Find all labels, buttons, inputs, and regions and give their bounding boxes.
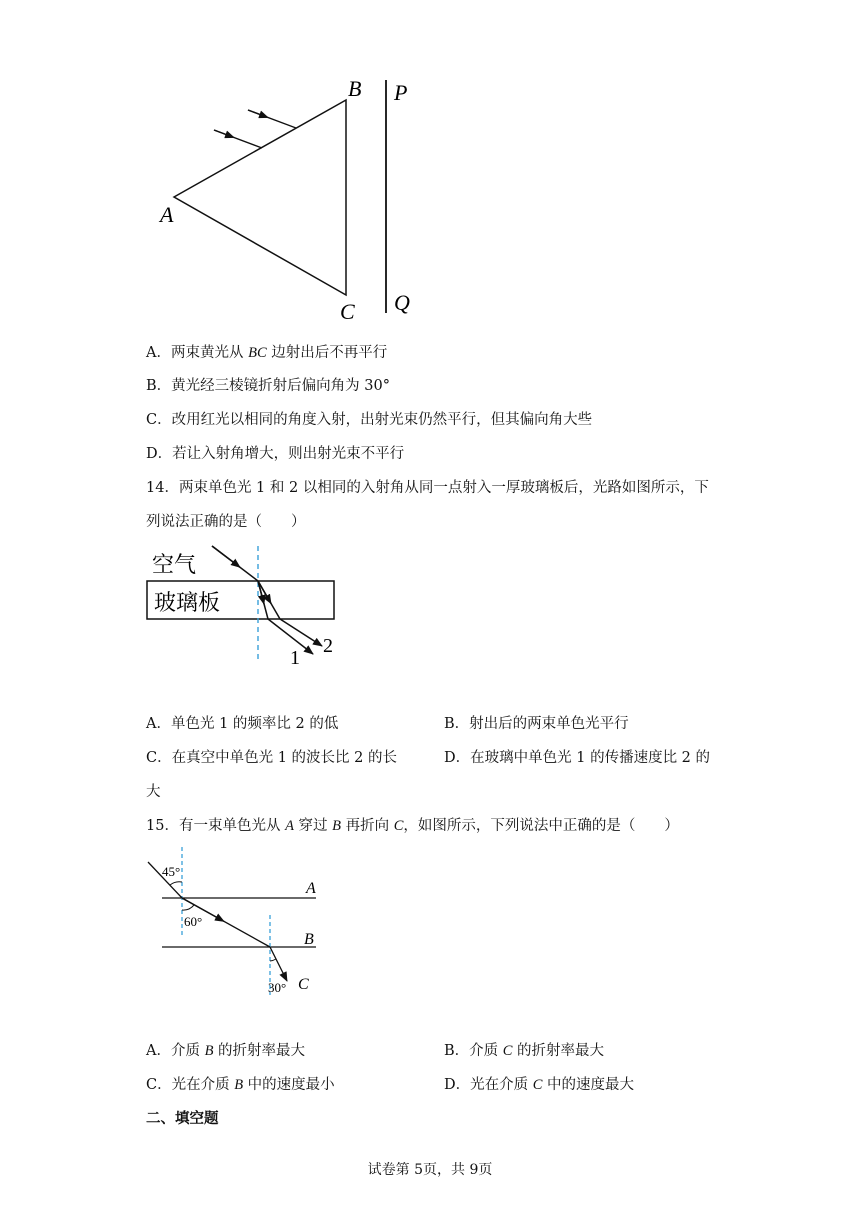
label-A: A (306, 880, 316, 897)
label-60: 60° (184, 914, 203, 929)
label-Q: Q (394, 290, 410, 315)
q13-option-a: A．两束黄光从 BC 边射出后不再平行 (146, 345, 388, 361)
q14-stem-line2: 列说法正确的是（ ） (146, 514, 306, 530)
q13-option-c: C．改用红光以相同的角度入射，出射光束仍然平行，但其偏向角大些 (146, 412, 593, 428)
label-45: 45° (162, 864, 181, 879)
q14-option-a: A．单色光 1 的频率比 2 的低 (146, 716, 339, 732)
label-glass: 玻璃板 (154, 590, 221, 615)
angle-arc-60 (182, 905, 194, 910)
q15-option-c: C．光在介质 B 中的速度最小 (146, 1077, 335, 1093)
label-B: B (348, 76, 362, 101)
label-air: 空气 (152, 552, 197, 577)
q15-option-b: B．介质 C 的折射率最大 (444, 1043, 605, 1059)
angle-arc-45 (170, 882, 182, 885)
q14-option-b: B．射出后的两束单色光平行 (444, 716, 629, 732)
angle-arc-30 (270, 959, 276, 961)
glass-plate-figure (140, 540, 360, 670)
q15-option-d: D．光在介质 C 中的速度最大 (444, 1077, 635, 1093)
q15-option-a: A．介质 B 的折射率最大 (146, 1043, 306, 1059)
media-refraction-figure (140, 845, 340, 1005)
q14-option-c: C．在真空中单色光 1 的波长比 2 的长 (146, 750, 397, 766)
section-heading-fill-in: 二、填空题 (146, 1110, 219, 1127)
q15-stem: 15．有一束单色光从 A 穿过 B 再折向 C，如图所示，下列说法中正确的是（ ） (146, 818, 679, 834)
q14-option-d: D．在玻璃中单色光 1 的传播速度比 2 的 (444, 750, 711, 766)
label-C: C (340, 299, 355, 324)
label-30: 30° (268, 980, 287, 995)
ray-in-C (270, 947, 287, 981)
q14-stem-line1: 14．两束单色光 1 和 2 以相同的入射角从同一点射入一厚玻璃板后，光路如图所示，下 (146, 480, 709, 496)
q13-option-d: D．若让入射角增大，则出射光束不平行 (146, 446, 405, 462)
label-C: C (298, 976, 309, 993)
prism-figure (150, 70, 440, 330)
q13-option-b: B．黄光经三棱镜折射后偏向角为 30° (146, 378, 390, 394)
prism-triangle (174, 100, 346, 295)
label-P: P (394, 80, 408, 105)
page-footer: 试卷第 5页，共 9页 (367, 1162, 493, 1178)
label-ray-2: 2 (323, 635, 333, 657)
q14-option-d-cont: 大 (146, 784, 161, 800)
label-A: A (160, 202, 174, 227)
label-ray-1: 1 (290, 647, 300, 669)
label-B: B (304, 931, 314, 948)
